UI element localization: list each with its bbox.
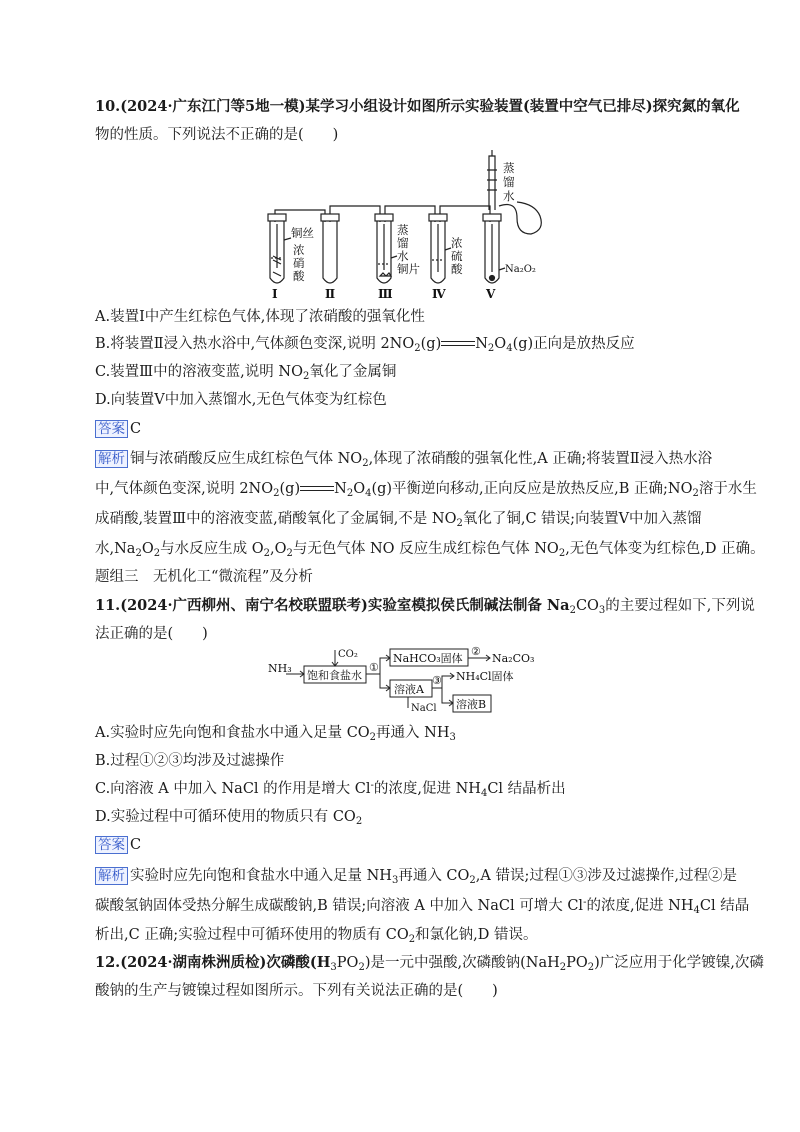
label-tube-1: Ⅰ — [272, 287, 278, 300]
q11-stem-line1: 11.(2024·广西柳州、南宁名校联盟联考)实验室模拟侯氏制碱法制备 $Na_2CO_3$的主要过程如下,下列说 — [95, 597, 755, 616]
q10-option-c: C.装置Ⅲ中的溶液变蓝,说明 $NO_2$氧化了金属铜 — [95, 364, 397, 382]
q11-option-b: B.过程①②③均涉及过滤操作 — [95, 753, 285, 769]
q10-stem-line2: 物的性质。下列说法不正确的是( ) — [95, 127, 339, 143]
label-tongsi: 铜丝 — [291, 226, 314, 240]
q10-analysis-line4: 水$,Na_2O_2$与水反应生成 $O_2,O_2$与无色气体 NO 反应生成红棕色气体 $NO_2$,无色气体变为红棕色,D 正确。 — [95, 541, 765, 559]
label-na2o2: Na₂O₂ — [505, 264, 536, 275]
flow-nh3: NH₃ — [268, 662, 292, 675]
section-heading: 题组三 无机化工“微流程”及分析 — [95, 569, 313, 585]
flow-solution-a: 溶液A — [394, 683, 424, 696]
equilibrium-arrow-icon — [300, 485, 334, 493]
q10-option-a: A.装置Ⅰ中产生红棕色气体,体现了浓硝酸的强氧化性 — [95, 309, 425, 325]
flow-nacl: NaCl — [411, 703, 437, 714]
label-tube-3: Ⅲ — [378, 287, 393, 300]
label-nong-1: 浓 — [293, 243, 305, 257]
flow-nh4cl: NH₄Cl固体 — [456, 670, 514, 683]
label-xiao: 硝 — [293, 256, 305, 270]
flow-step-1: ① — [369, 661, 379, 674]
q11-answer: 答案 C — [95, 835, 141, 855]
q10-stem-text: 10.(2024·广东江门等5地一模)某学习小组设计如图所示实验装置(装置中空气已排尽)探究氮的氧化 — [95, 98, 740, 115]
label-shui-top: 水 — [503, 189, 515, 203]
flow-brine: 饱和食盐水 — [307, 669, 362, 682]
flow-step-3: ③ — [432, 674, 442, 687]
q10-answer: 答案 C — [95, 419, 141, 439]
label-liu-4: 硫 — [451, 249, 463, 263]
q10-apparatus-figure — [255, 150, 550, 300]
q10-analysis-line3: 成硝酸,装置Ⅲ中的溶液变蓝,硝酸氧化了金属铜,不是 $NO_2$氧化了铜,C 错误;向装置Ⅴ中加入蒸馏 — [95, 511, 702, 529]
q10-analysis-line1: 解析 铜与浓硝酸反应生成红棕色气体 $NO_2$,体现了浓硝酸的强氧化性,A 正确;将装置Ⅱ浸入热水浴 — [95, 449, 712, 469]
q10-option-d: D.向装置Ⅴ中加入蒸馏水,无色气体变为红棕色 — [95, 392, 387, 408]
q12-stem-line2: 酸钠的生产与镀镍过程如图所示。下列有关说法正确的是( ) — [95, 983, 498, 999]
label-suan-1: 酸 — [293, 269, 305, 283]
label-tube-2: Ⅱ — [325, 287, 336, 300]
label-nong-4: 浓 — [451, 236, 463, 250]
q11-flow-diagram — [268, 646, 568, 716]
flow-nahco3: NaHCO₃固体 — [393, 652, 463, 665]
analysis-tag: 解析 — [95, 867, 128, 885]
label-liu-top: 馏 — [503, 175, 515, 189]
label-liu-3: 馏 — [397, 236, 409, 250]
equilibrium-arrow-icon — [441, 340, 475, 348]
label-suan-4: 酸 — [451, 262, 463, 276]
flow-co2: CO₂ — [338, 649, 358, 660]
q12-stem-line1: 12.(2024·湖南株洲质检)次磷酸$(H_3PO_2)$是一元中强酸,次磷酸钠$(NaH_2PO_2)$广泛应用于化学镀镍,次磷 — [95, 954, 764, 973]
q11-analysis-line2: 碳酸氢钠固体受热分解生成碳酸钠,B 错误;向溶液 A 中加入 NaCl 可增大 Cl-的浓度,促进 $NH_4Cl$ 结晶 — [95, 897, 750, 916]
q11-option-c: C.向溶液 A 中加入 NaCl 的作用是增大 Cl-的浓度,促进 $NH_4Cl$ 结晶析出 — [95, 780, 566, 799]
label-tube-4: Ⅳ — [432, 287, 446, 300]
q11-option-a: A.实验时应先向饱和食盐水中通入足量 $CO_2$再通入 $NH_3$ — [95, 725, 456, 743]
label-tongpian: 铜片 — [397, 262, 420, 276]
q11-analysis-line3: 析出,C 正确;实验过程中可循环使用的物质有 $CO_2$和氯化钠,D 错误。 — [95, 927, 538, 945]
label-zheng-top: 蒸 — [503, 161, 515, 175]
label-shui-3: 水 — [397, 249, 409, 263]
flow-step-2: ② — [471, 646, 481, 658]
answer-tag: 答案 — [95, 836, 128, 854]
q10-analysis-line2: 中,气体颜色变深,说明 $2NO_2(g)$ $N_2O_4(g)$平衡逆向移动,正向反应是放热反应,B 正确$;NO_2$溶于水生 — [95, 481, 757, 499]
q10-stem-line1 — [95, 97, 740, 117]
flow-solution-b: 溶液B — [456, 698, 487, 711]
label-tube-5: Ⅴ — [486, 287, 496, 300]
q11-analysis-line1: 解析 实验时应先向饱和食盐水中通入足量 $NH_3$再通入 $CO_2,A$ 错误;过程①③涉及过滤操作,过程②是 — [95, 866, 737, 886]
label-zheng-3: 蒸 — [397, 223, 409, 237]
analysis-tag: 解析 — [95, 450, 128, 468]
answer-tag: 答案 — [95, 420, 128, 438]
q10-option-b: B.将装置Ⅱ浸入热水浴中,气体颜色变深,说明 $2NO_2(g)$ $N_2O_4(g)$正向是放热反应 — [95, 336, 635, 354]
flow-na2co3: Na₂CO₃ — [492, 652, 535, 665]
q11-option-d: D.实验过程中可循环使用的物质只有 $CO_2$ — [95, 809, 363, 827]
q11-stem-line2: 法正确的是( ) — [95, 626, 208, 642]
